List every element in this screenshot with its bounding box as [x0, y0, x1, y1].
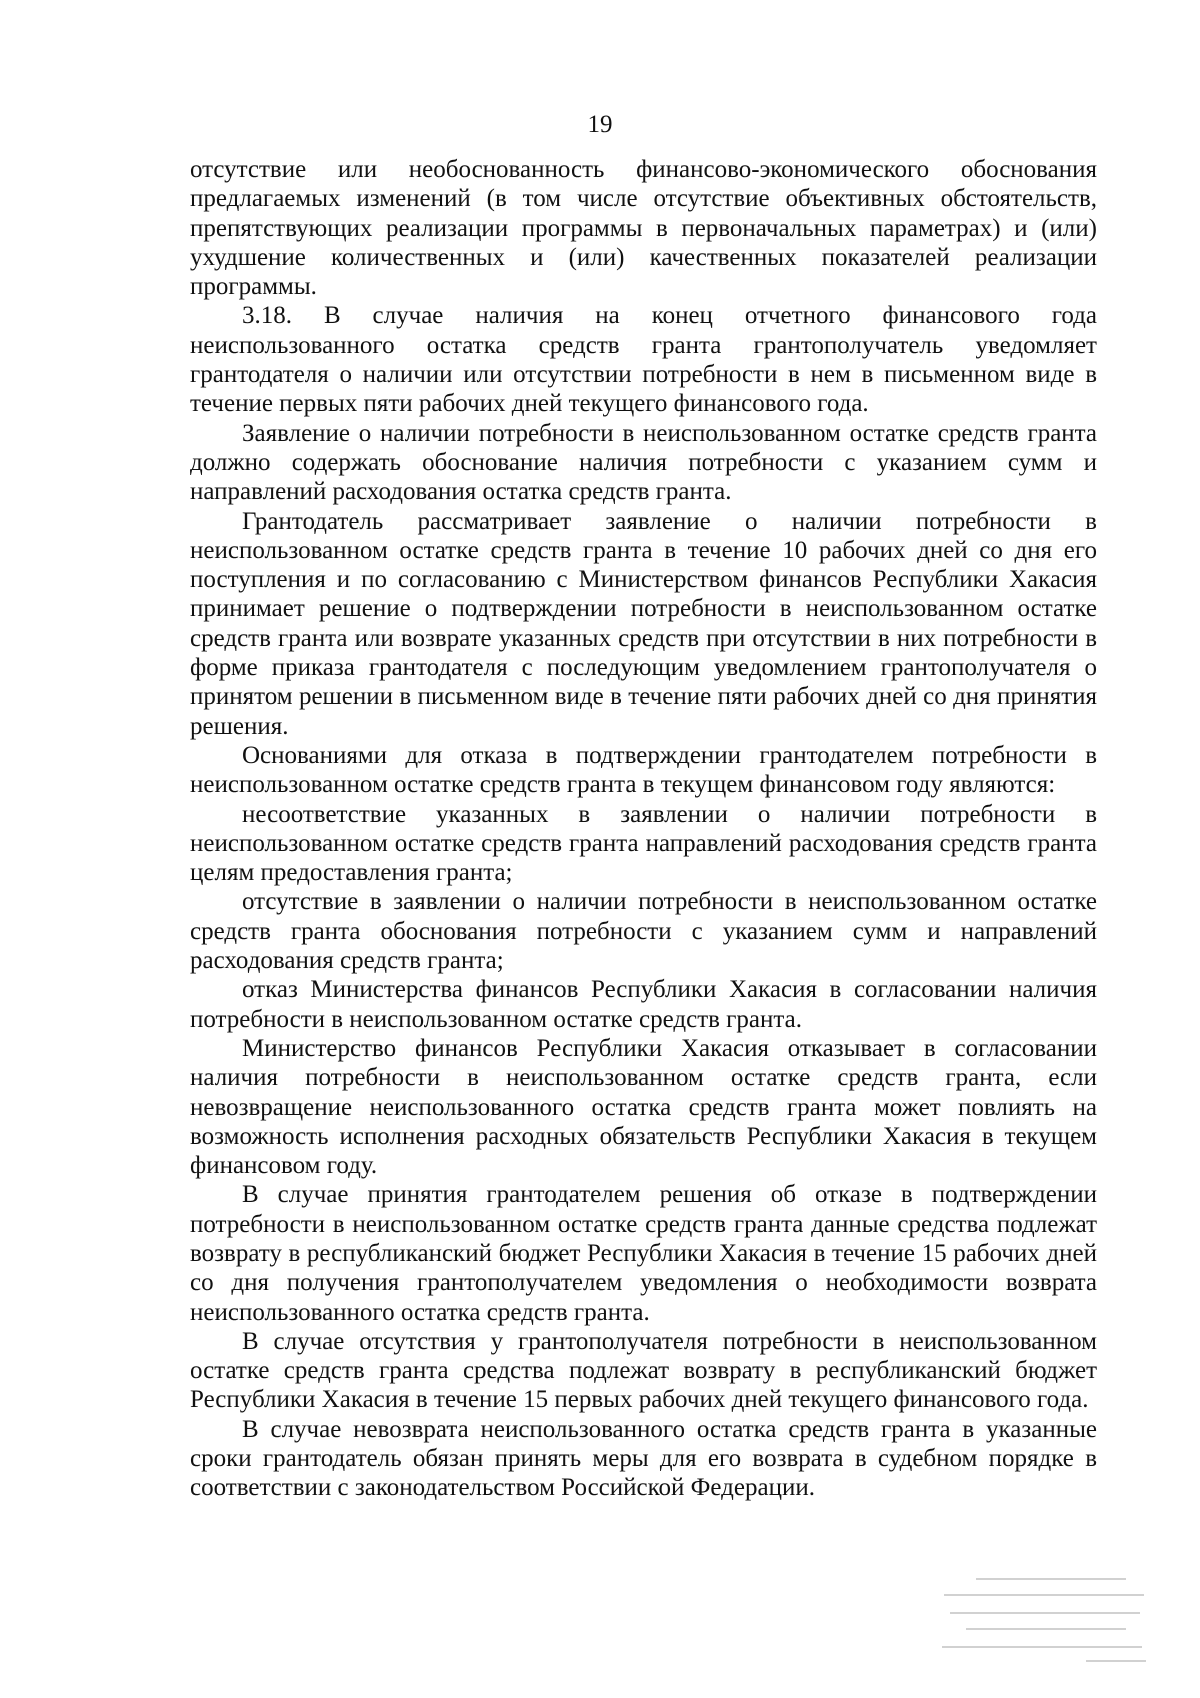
paragraph-clause-3-18: 3.18. В случае наличия на конец отчетного финансового года неиспользованного остатка средств гранта грантополучатель уведомляет грантодателя о наличии или отсутствии потребности в нем в письменном виде в течение первых пяти рабочих дней текущего финансового года.	[190, 302, 1097, 418]
paragraph: В случае отсутствия у грантополучателя потребности в неиспользованном остатке средств гранта средства подлежат возврату в республиканский бюджет Республики Хакасия в течение 15 первых рабочих дней текущего финансового года.	[190, 1327, 1097, 1414]
paragraph: Заявление о наличии потребности в неиспользованном остатке средств гранта должно содержать обоснование наличия потребности с указанием сумм и направлений расходования остатка средств гранта.	[190, 419, 1097, 506]
page-number: 19	[587, 111, 613, 138]
paragraph: В случае принятия грантодателем решения об отказе в подтверждении потребности в неиспользованном остатке средств гранта данные средства подлежат возврату в республиканский бюджет Республики Хакасия в течение 15 рабочих дней со дня получения грантополучателем уведомления о необходимости возврата неиспользованного остатка средств гранта.	[190, 1181, 1097, 1326]
document-body	[190, 155, 1097, 1503]
paragraph-continuation: отсутствие или необоснованность финансово-экономического обоснования предлагаемых изменений (в том числе отсутствие объективных обстоятельств, препятствующих реализации программы в первоначальных параметрах) и (или) ухудшение количественных и (или) качественных показателей реализации программы.	[190, 156, 1097, 301]
paragraph: Министерство финансов Республики Хакасия отказывает в согласовании наличия потребности в неиспользованном остатке средств гранта, если невозвращение неиспользованного остатка средств гранта может повлиять на возможность исполнения расходных обязательств Республики Хакасия в текущем финансовом году.	[190, 1034, 1097, 1180]
paragraph: Основаниями для отказа в подтверждении грантодателем потребности в неиспользованном остатке средств гранта в текущем финансовом году являются:	[190, 741, 1097, 799]
paragraph: В случае невозврата неиспользованного остатка средств гранта в указанные сроки грантодатель обязан принять меры для его возврата в судебном порядке в соответствии с законодательством Российской Федерации.	[190, 1415, 1097, 1502]
list-item: отказ Министерства финансов Республики Хакасия в согласовании наличия потребности в неиспользованном остатке средств гранта.	[190, 976, 1097, 1033]
list-item: отсутствие в заявлении о наличии потребности в неиспользованном остатке средств гранта обоснования потребности с указанием сумм и направлений расходования средств гранта;	[190, 888, 1097, 975]
paragraph: Грантодатель рассматривает заявление о наличии потребности в неиспользованном остатке средств гранта в течение 10 рабочих дней со дня его поступления и по согласованию с Министерством финансов Республики Хакасия принимает решение о подтверждении потребности в неиспользованном остатке средств гранта или возврате указанных средств при отсутствии в них потребности в форме приказа грантодателя с последующим уведомлением грантополучателя о принятом решении в письменном виде в течение пяти рабочих дней со дня принятия решения.	[190, 507, 1097, 740]
list-item: несоответствие указанных в заявлении о наличии потребности в неиспользованном остатке средств гранта направлений расходования средств гранта целям предоставления гранта;	[190, 800, 1097, 887]
stamp-mark	[936, 1572, 1148, 1664]
